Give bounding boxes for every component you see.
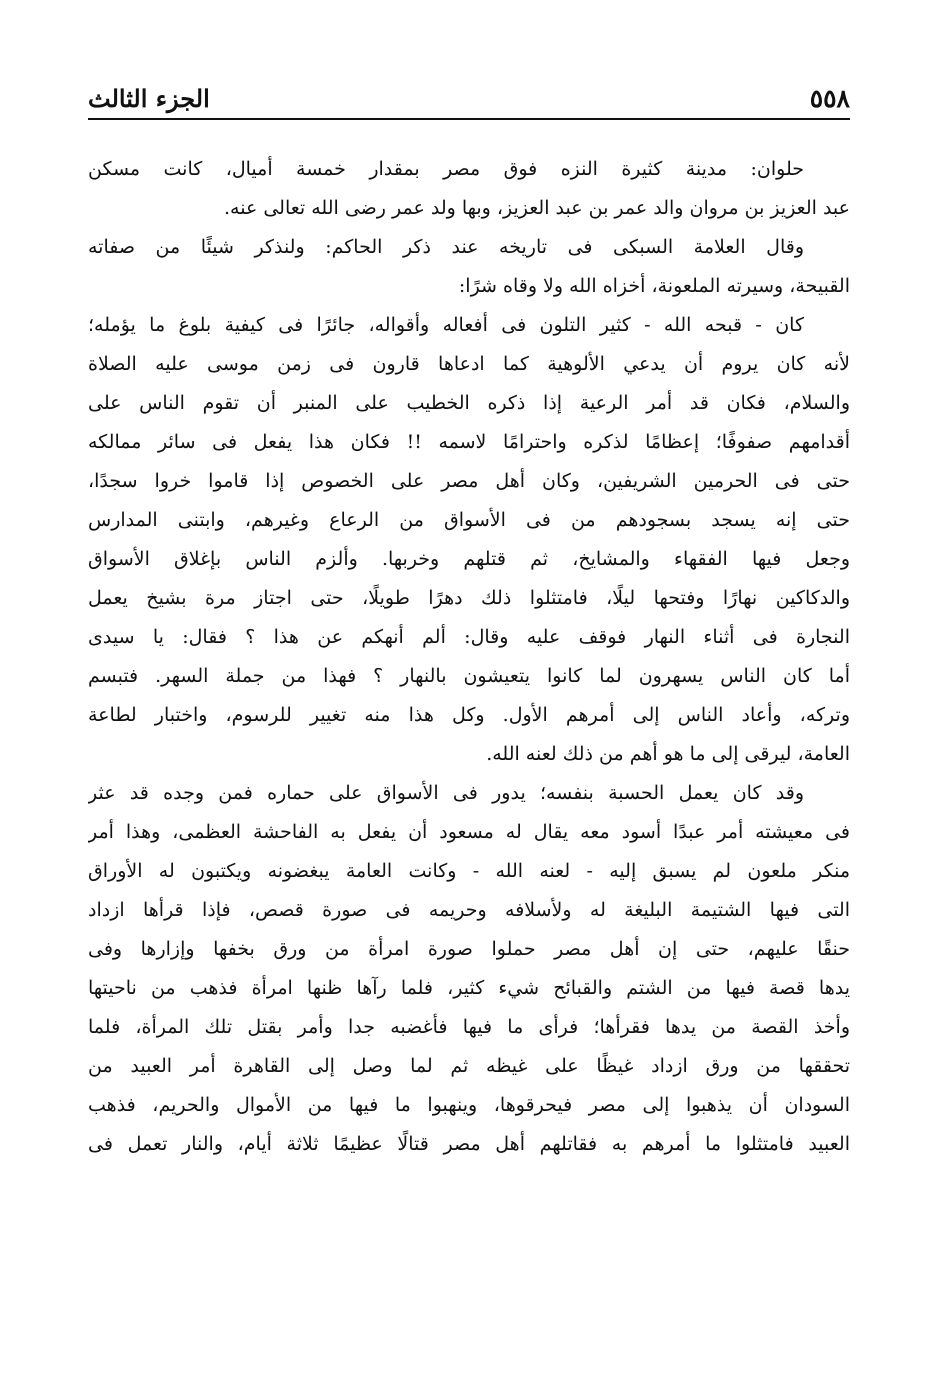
text-line: يدها قصة فيها من الشتم والقبائح شيء كثير، فلما رآها ظنها امرأة فذهب من ناحيتها xyxy=(88,977,850,999)
text-line: السودان أن يذهبوا إلى مصر فيحرقوها، وينهبوا ما فيها من الأموال والحريم، فذهب xyxy=(88,1094,850,1116)
text-line: وأخذ القصة من يدها فقرأها؛ فرأى ما فيها فأغضبه جدا وأمر بقتل تلك المرأة، فلما xyxy=(88,1016,850,1038)
text-line: والدكاكين نهارًا وفتحها ليلًا، فامتثلوا ذلك دهرًا طويلًا، حتى اجتاز مرة بشيخ يعمل xyxy=(88,587,850,609)
text-line: فى معيشته أمر عبدًا أسود معه يقال له مسعود أن يفعل به الفاحشة العظمى، وهذا أمر xyxy=(88,821,850,843)
text-line: النجارة فى أثناء النهار فوقف عليه وقال: ألم أنهكم عن هذا ؟ فقال: يا سيدى xyxy=(88,626,850,648)
text-line: أما كان الناس يسهرون لما كانوا يتعيشون بالنهار ؟ فهذا من جملة السهر. فتبسم xyxy=(88,665,850,687)
text-line: حنقًا عليهم، حتى إن أهل مصر حملوا صورة امرأة من ورق بخفها وإزارها وفى xyxy=(88,938,850,960)
running-title: الجزء الثالث xyxy=(88,83,210,113)
page-header xyxy=(88,78,850,120)
text-line: منكر ملعون لم يسبق إليه - لعنه الله - وكانت العامة يبغضونه ويكتبون له الأوراق xyxy=(88,860,850,882)
text-line: عبد العزيز بن مروان والد عمر بن عبد العزيز، وبها ولد عمر رضى الله تعالى عنه. xyxy=(224,197,850,219)
text-line: حتى فى الحرمين الشريفين، وكان أهل مصر على الخصوص إذا قاموا خروا سجدًا، xyxy=(88,470,850,492)
text-line: والسلام، فكان قد أمر الرعية إذا ذكره الخطيب على المنبر أن تقوم الناس على xyxy=(88,392,850,414)
text-line: لأنه كان يروم أن يدعي الألوهية كما ادعاها قارون فى زمن موسى عليه الصلاة xyxy=(88,353,850,375)
text-line: وجعل فيها الفقهاء والمشايخ، ثم قتلهم وخربها. وألزم الناس بإغلاق الأسواق xyxy=(88,548,850,570)
text-line: أقدامهم صفوفًا؛ إعظامًا لذكره واحترامًا لاسمه !! فكان هذا يفعل فى سائر ممالكه xyxy=(88,431,850,453)
text-line: وقال العلامة السبكى فى تاريخه عند ذكر الحاكم: ولنذكر شيئًا من صفاته xyxy=(88,236,804,258)
text-line: حتى إنه يسجد بسجودهم من فى الأسواق من الرعاع وغيرهم، وابتنى المدارس xyxy=(88,509,850,531)
text-line: وتركه، وأعاد الناس إلى أمرهم الأول. وكل هذا منه تغيير للرسوم، واختبار لطاعة xyxy=(88,704,850,726)
body-text xyxy=(88,150,850,1164)
text-line: تحققها من ورق ازداد غيظًا على غيظه ثم لما وصل إلى القاهرة أمر العبيد من xyxy=(88,1055,850,1077)
text-line: وقد كان يعمل الحسبة بنفسه؛ يدور فى الأسواق على حماره فمن وجده قد عثر xyxy=(88,782,804,804)
text-line: العامة، ليرقى إلى ما هو أهم من ذلك لعنه الله. xyxy=(486,743,850,765)
text-line: حلوان: مدينة كثيرة النزه فوق مصر بمقدار خمسة أميال، كانت مسكن xyxy=(88,158,804,180)
text-line: التى فيها الشتيمة البليغة له ولأسلافه وحريمه فى صورة قصص، فإذا قرأها ازداد xyxy=(88,899,850,921)
text-line: القبيحة، وسيرته الملعونة، أخزاه الله ولا وقاه شرًا: xyxy=(458,275,850,297)
text-line: كان - قبحه الله - كثير التلون فى أفعاله وأقواله، جائرًا فى كيفية بلوغ ما يؤمله؛ xyxy=(88,314,804,336)
page-number: ٥٥٨ xyxy=(809,83,850,113)
text-line: العبيد فامتثلوا ما أمرهم به فقاتلهم أهل مصر قتالًا عظيمًا ثلاثة أيام، والنار تعمل فى xyxy=(88,1133,850,1155)
